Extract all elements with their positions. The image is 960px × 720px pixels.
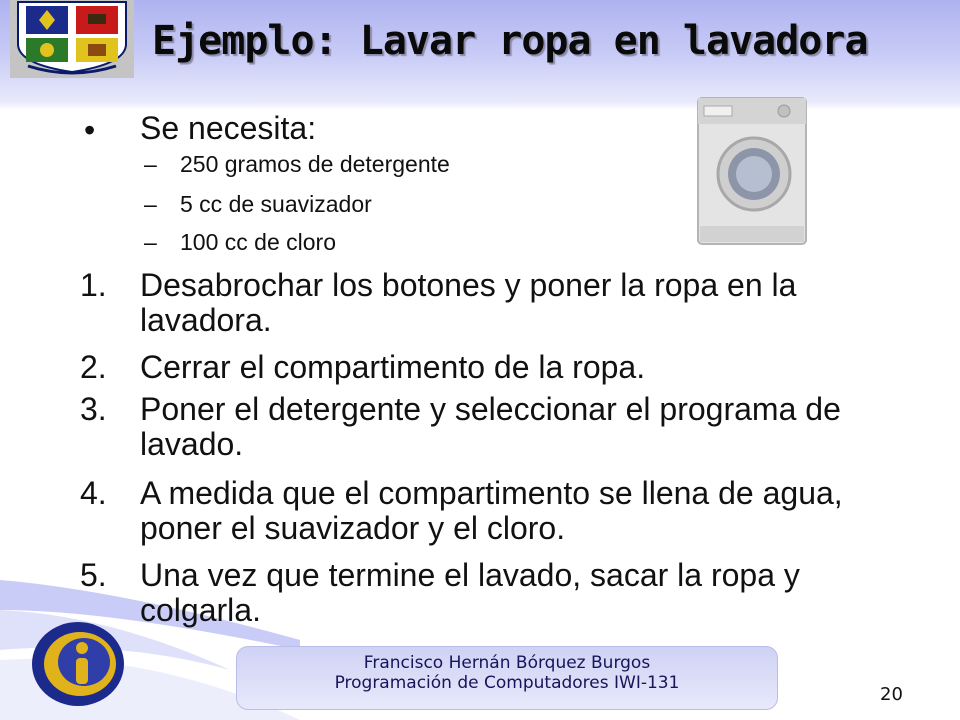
footer-course: Programación de Computadores IWI-131 (334, 673, 680, 693)
dash-marker: – (144, 229, 157, 255)
step-text: Desabrochar los botones y poner la ropa en la lavadora. (140, 267, 797, 338)
requirement-text: 5 cc de suavizador (180, 191, 372, 217)
step-text: Cerrar el compartimento de la ropa. (140, 349, 646, 385)
footer-credits (236, 646, 778, 710)
dash-marker: – (144, 151, 157, 177)
step-number: 1. (80, 267, 107, 303)
header-band-fade (0, 102, 960, 110)
dash-marker: – (144, 191, 157, 217)
requirement-text: 250 gramos de detergente (180, 151, 450, 177)
brand-logo-icon (28, 618, 128, 710)
step-number: 3. (80, 391, 107, 427)
step-number: 4. (80, 475, 107, 511)
step-text: Poner el detergente y seleccionar el programa de lavado. (140, 391, 841, 462)
requirements-heading: Se necesita: (140, 110, 317, 146)
step-text: A medida que el compartimento se llena de agua, poner el suavizador y el cloro. (140, 475, 843, 546)
requirement-text: 100 cc de cloro (180, 229, 336, 255)
step-text: Una vez que termine el lavado, sacar la ropa y colgarla. (140, 557, 800, 628)
step-number: 5. (80, 557, 107, 593)
footer-author: Francisco Hernán Bórquez Burgos (363, 653, 651, 673)
page-number: 20 (880, 684, 903, 705)
bullet-marker: • (84, 112, 96, 148)
slide-title: Ejemplo: Lavar ropa en lavadora (152, 18, 868, 64)
washing-machine-image (696, 96, 808, 246)
university-crest-logo (10, 0, 134, 78)
step-number: 2. (80, 349, 107, 385)
